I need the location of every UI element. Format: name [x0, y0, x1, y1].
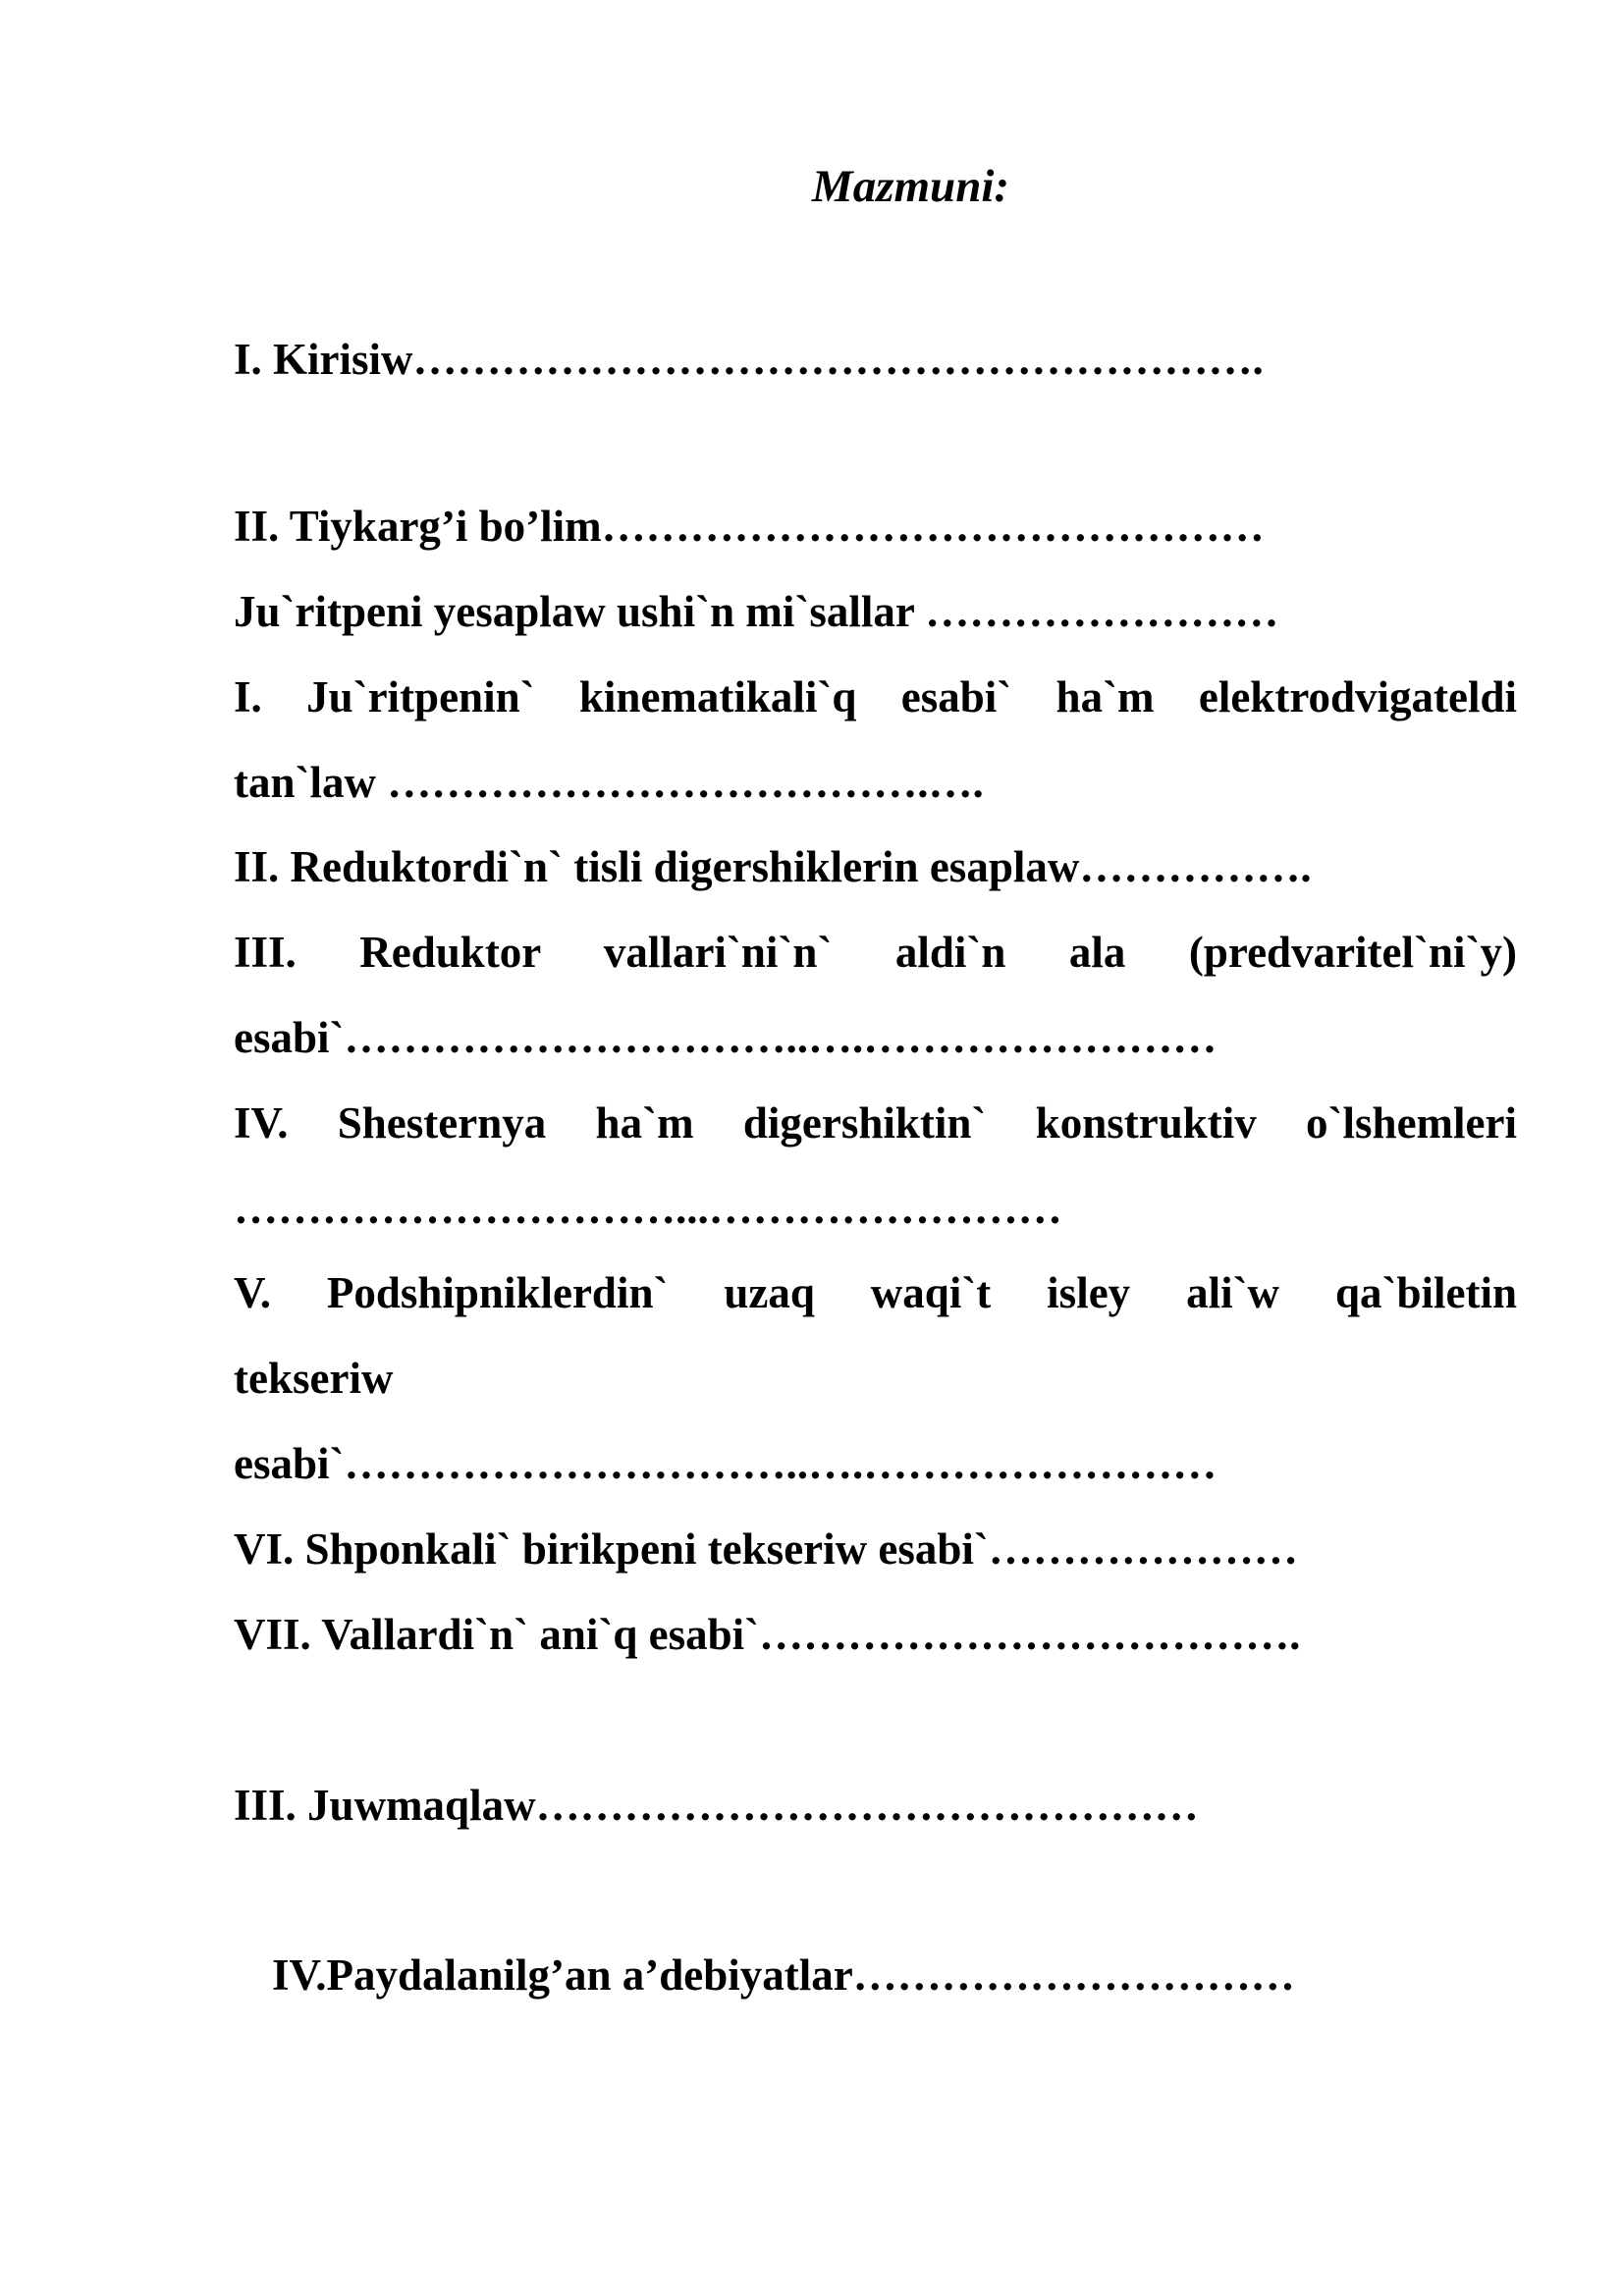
toc-item-conclusion: III. Juwmaqlaw………………………………………: [234, 1781, 1199, 1830]
toc-item-kinematic-calculation-cont: tan`law ……………………………….….: [234, 758, 984, 807]
toc-item-shaft-preliminary: III. Reduktor vallari`ni`n` aldi`n ala (predvaritel`ni`y): [234, 928, 1517, 977]
toc-item-bearing-check-cont: tekseriw: [234, 1354, 394, 1403]
toc-item-introduction: I. Kirisiw………………………………………………….: [234, 335, 1264, 384]
toc-item-bearing-check: V. Podshipniklerdin` uzaq waqi`t isley ali`w qa`biletin: [234, 1268, 1517, 1317]
toc-item-shaft-exact: VII. Vallardi`n` ani`q esabi`……………………………….: [234, 1610, 1301, 1659]
toc-item-references: IV.Paydalanilg’an a’debiyatlar…………………………: [272, 1950, 1295, 2000]
toc-item-gear-calculation: II. Reduktordi`n` tisli digershiklerin esaplaw…………….: [234, 842, 1312, 891]
toc-item-bearing-check-cont2: esabi`…………………………..….……………………: [234, 1439, 1217, 1488]
toc-item-gear-dimensions-cont: …………………………...……………………: [234, 1184, 1062, 1233]
toc-item-kinematic-calculation: I. Ju`ritpenin` kinematikali`q esabi` ha`m elektrodvigateldi: [234, 672, 1517, 721]
toc-item-key-joint-check: VI. Shponkali` birikpeni tekseriw esabi`…………………: [234, 1524, 1298, 1574]
page-title: Mazmuni:: [811, 161, 1010, 212]
toc-item-main-part: II. Tiykarg’i bo’lim………………………………………: [234, 502, 1265, 551]
toc-item-shaft-preliminary-cont: esabi`…………………………..….……………………: [234, 1013, 1217, 1062]
toc-item-gear-dimensions: IV. Shesternya ha`m digershiktin` konstruktiv o`lshemleri: [234, 1098, 1517, 1148]
toc-item-calculation-examples: Ju`ritpeni yesaplaw ushi`n mi`sallar ……………………: [234, 587, 1279, 636]
